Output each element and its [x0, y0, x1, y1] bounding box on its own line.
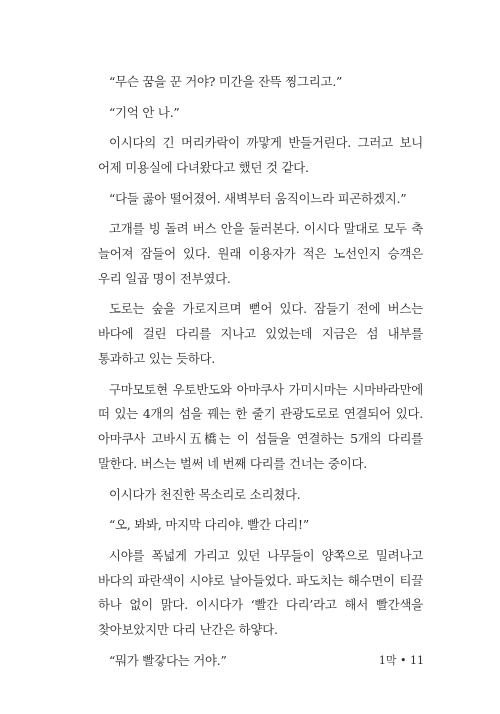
body-text [98, 70, 423, 679]
paragraph-7: 구마모토현 우토반도와 아마쿠사 가미시마는 시마바라만에 떠 있는 4개의 섬을 꿰는 한 줄기 관광도로로 연결되어 있다. 아마쿠사 고바시五橋는 이 섬들을 연결하는 5개의 다리를 말한다. 버스는 벌써 네 번째 다리를 건너는 중이다. [98, 381, 423, 471]
paragraph-11: “뭐가 빨갛다는 거야.” [109, 652, 227, 668]
paragraph-4: “다들 곯아 떨어졌어. 새벽부터 움직이느라 피곤하겠지.” [109, 190, 407, 206]
paragraph-6: 도로는 숲을 가로지르며 뻗어 있다. 잠들기 전에 버스는 바다에 걸린 다리를 지나고 있었는데 지금은 섬 내부를 통과하고 있는 듯하다. [98, 301, 423, 366]
paragraph-8: 이시다가 천진한 목소리로 소리쳤다. [109, 486, 301, 502]
paragraph-5: 고개를 빙 돌려 버스 안을 둘러본다. 이시다 말대로 모두 축 늘어져 잠들어 있다. 원래 이용자가 적은 노선인지 승객은 우리 일곱 명이 전부였다. [98, 221, 423, 286]
page-number: 1막 • 11 [378, 654, 424, 667]
paragraph-10: 시야를 폭넓게 가리고 있던 나무들이 양쪽으로 밀려나고 바다의 파란색이 시야로 날아들었다. 파도치는 해수면이 티끌 하나 없이 맑다. 이시다가 ‘빨간 다리’라고 해서 빨간색을 찾아보았지만 다리 난간은 하얗다. [98, 547, 423, 638]
paragraph-2: “기억 안 나.” [109, 104, 180, 120]
paragraph-3: 이시다의 긴 머리카락이 까맣게 반들거린다. 그러고 보니 어제 미용실에 다녀왔다고 했던 것 같다. [98, 135, 423, 175]
paragraph-9: “오, 봐봐, 마지막 다리야. 빨간 다리!” [109, 517, 309, 533]
paragraph-1: “무슨 꿈을 꾼 거야? 미간을 잔뜩 찡그리고.” [109, 74, 343, 89]
